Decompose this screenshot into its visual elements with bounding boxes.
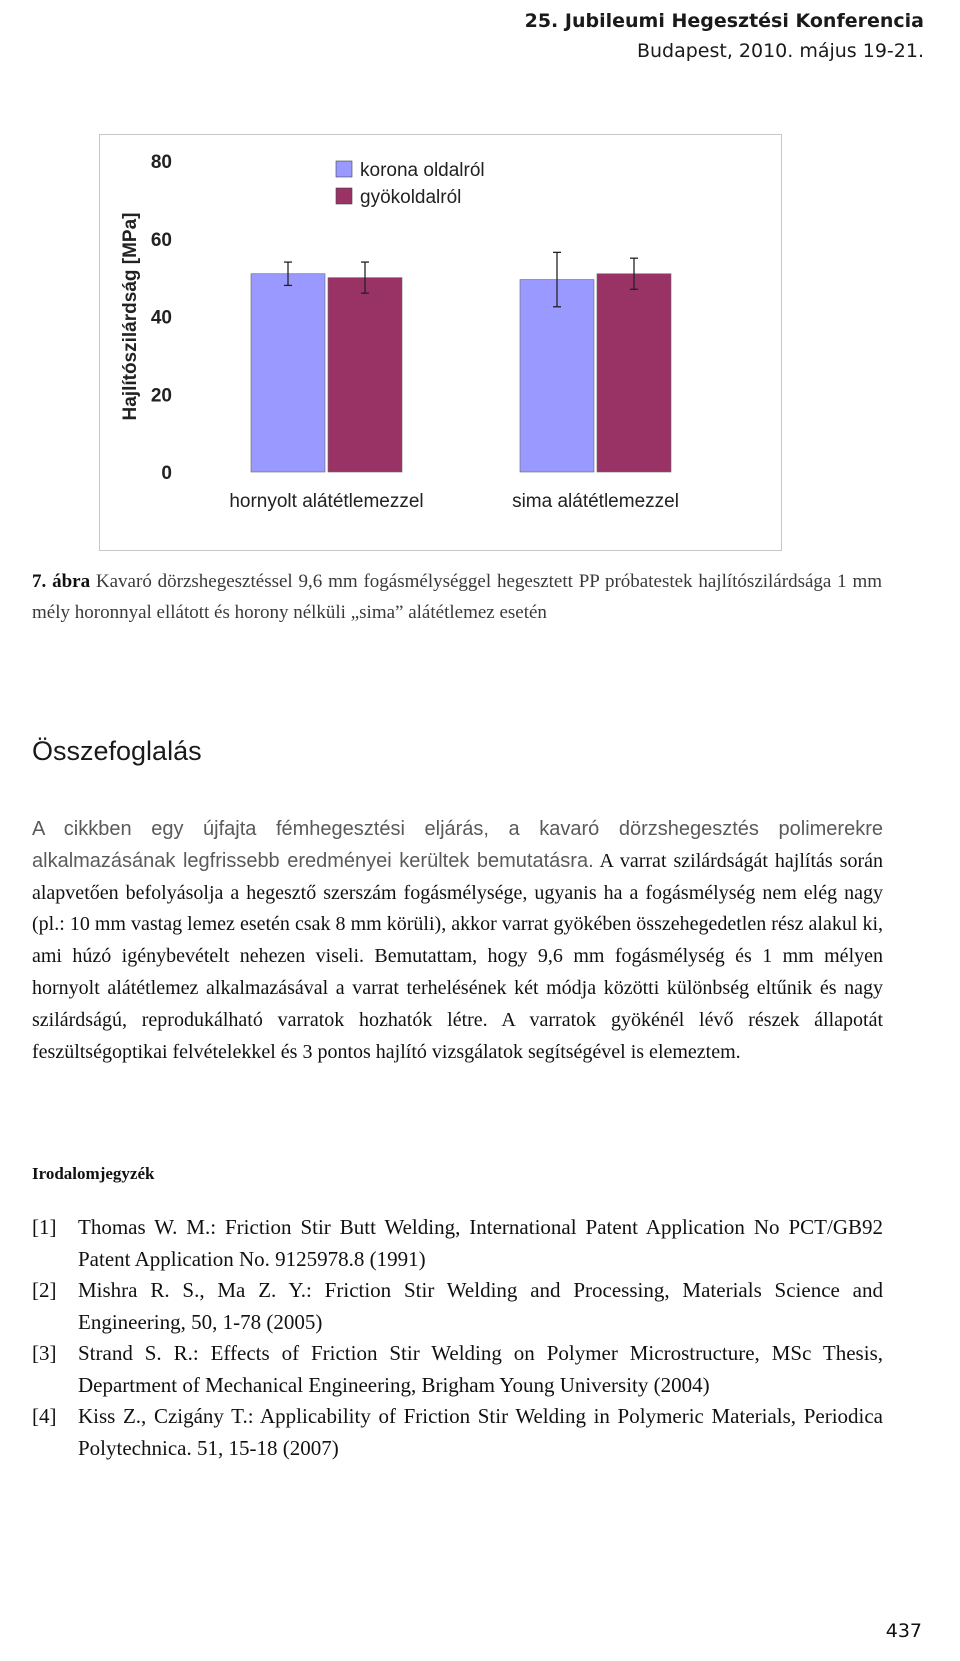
reference-text: Kiss Z., Czigány T.: Applicability of Friction Stir Welding in Polymeric Materials, Periodica Polytechnica. 51, 15-18 (2007) xyxy=(78,1404,883,1460)
summary-paragraph xyxy=(32,814,883,1068)
references-list xyxy=(32,1212,883,1464)
y-axis-label: Hajlítószilárdság [MPa] xyxy=(120,212,141,421)
conference-date: Budapest, 2010. május 19-21. xyxy=(636,40,924,62)
reference-number: [3] xyxy=(32,1341,57,1365)
bar xyxy=(520,280,594,472)
summary-lead: A cikkben egy újfajta fémhegesztési eljárás, a kavaró dörzshegesztés polimerekre alkalmazásának legfrissebb eredményei kerültek bemutatásra. xyxy=(32,818,883,872)
x-tick-label: sima alátétlemezzel xyxy=(512,491,679,512)
reference-item xyxy=(32,1338,883,1401)
summary-body: A varrat szilárdságát hajlítás során alapvetően befolyásolja a hegesztő szerszám fogásmélysége, ugyanis ha a fogásmélység nem elég nagy (pl.: 10 mm vastag lemez esetén csak 8 mm körüli), akkor varrat gyökében összehegedetlen rész alakul ki, ami húzó igénybevételt nehezen viseli. Bemutattam, hogy 9,6 mm fogásmélység és 1 mm mélyen hornyolt alátétlemez alkalmazásával a varrat terhelésének két módja közötti különbség eltűnik és nagy szilárdságú, reprodukálható varratok hozhatók létre. A varratok gyökénél lévő részek állapotát feszültségoptikai felvételekkel és 3 pontos hajlító vizsgálatok segítségével is elemeztem. xyxy=(32,849,883,1063)
legend-swatch xyxy=(336,161,352,177)
figure-caption-text: Kavaró dörzshegesztéssel 9,6 mm fogásmélységgel hegesztett PP próbatestek hajlítószilárdsága 1 mm mély horonnyal ellátott és horony nélküli „sima” alátétlemez esetén xyxy=(32,571,883,623)
y-tick-label: 60 xyxy=(150,229,172,251)
figure-7-chart xyxy=(99,134,782,551)
references-heading: Irodalomjegyzék xyxy=(32,1164,155,1183)
page-number: 437 xyxy=(885,1620,922,1642)
reference-item xyxy=(32,1401,883,1464)
reference-text: Thomas W. M.: Friction Stir Butt Welding, International Patent Application No PCT/GB92 Patent Application No. 9125978.8 (1991) xyxy=(78,1215,883,1271)
reference-number: [4] xyxy=(32,1404,57,1428)
x-tick-label: hornyolt alátétlemezzel xyxy=(229,491,424,512)
reference-item xyxy=(32,1275,883,1338)
bar xyxy=(251,274,325,472)
conference-title: 25. Jubileumi Hegesztési Konferencia xyxy=(524,10,924,32)
reference-number: [1] xyxy=(32,1215,57,1239)
legend-label: gyökoldalról xyxy=(360,187,462,208)
y-tick-label: 20 xyxy=(150,385,172,407)
summary-heading: Összefoglalás xyxy=(32,736,202,766)
legend-label: korona oldalról xyxy=(360,160,485,181)
bar-chart xyxy=(100,135,781,550)
y-tick-label: 40 xyxy=(150,307,172,329)
figure-label: 7. ábra xyxy=(32,571,91,592)
y-tick-label: 80 xyxy=(150,152,172,173)
reference-number: [2] xyxy=(32,1278,57,1302)
running-header xyxy=(525,6,924,66)
legend-swatch xyxy=(336,188,352,204)
reference-text: Mishra R. S., Ma Z. Y.: Friction Stir Welding and Processing, Materials Science and Engineering, 50, 1-78 (2005) xyxy=(78,1278,883,1334)
reference-text: Strand S. R.: Effects of Friction Stir Welding on Polymer Microstructure, MSc Thesis, Department of Mechanical Engineering, Brigham Young University (2004) xyxy=(78,1341,883,1397)
y-tick-label: 0 xyxy=(161,463,172,484)
bar xyxy=(328,278,402,472)
bar xyxy=(597,274,671,472)
reference-item xyxy=(32,1212,883,1275)
figure-caption xyxy=(32,566,882,628)
